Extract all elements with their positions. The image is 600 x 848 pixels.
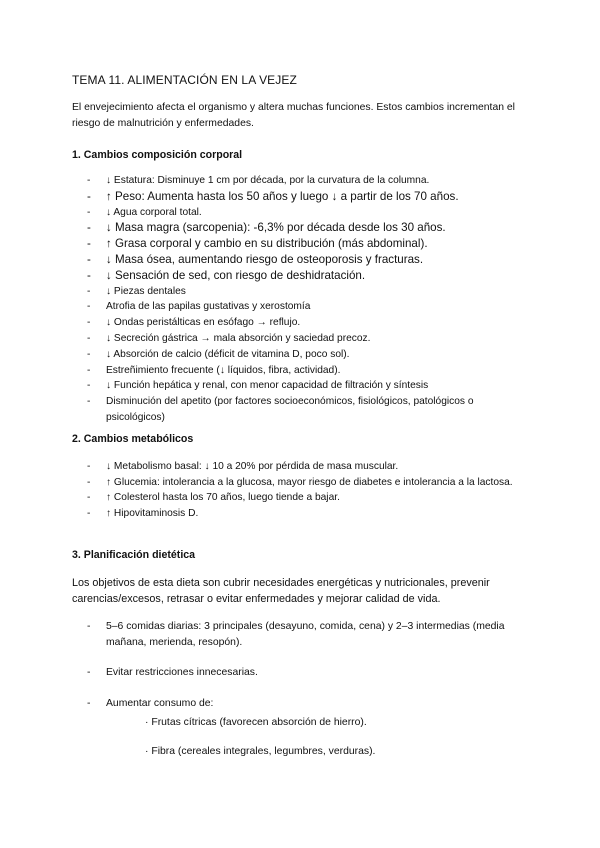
bullet-dash: -: [87, 348, 91, 360]
bullet-dash: -: [87, 380, 91, 392]
list-item: - ↓ Estatura: Disminuye 1 cm por década, por la curvatura de la columna.: [72, 173, 532, 189]
list-item: - Estreñimiento frecuente (↓ líquidos, fibra, actividad).: [72, 363, 532, 379]
list-item: - Aumentar consumo de:: [72, 696, 532, 712]
bullet-dash: -: [87, 461, 91, 472]
bullet-dash: -: [87, 492, 91, 504]
list-item: - ↓ Agua corporal total.: [72, 205, 532, 221]
bullet-dash: -: [87, 268, 91, 282]
list-item: - ↓ Ondas peristálticas en esófago → reflujo.: [72, 315, 532, 331]
document-title: TEMA 11. ALIMENTACIÓN EN LA VEJEZ: [72, 73, 297, 87]
section-1-heading-block: [72, 148, 532, 164]
bullet-dash: -: [87, 667, 91, 679]
bullet-dash: -: [87, 285, 91, 297]
sub-list-item: · Frutas cítricas (favorecen absorción de hierro).: [145, 717, 367, 728]
list-item: - ↑ Colesterol hasta los 70 años, luego tiende a bajar.: [72, 490, 532, 506]
section-2-heading-block: [72, 432, 532, 448]
list-item: - Disminución del apetito (por factores socioeconómicos, fisiológicos, patológicos o psicológicos): [87, 396, 474, 423]
list-item: - ↓ Secreción gástrica → mala absorción y saciedad precoz.: [72, 331, 532, 347]
list-item: - Evitar restricciones innecesarias.: [72, 665, 532, 681]
bullet-dash: -: [87, 364, 91, 376]
bullet-dash: -: [87, 508, 91, 520]
bullet-dash: -: [87, 396, 91, 408]
sub-list-item: · Fibra (cereales integrales, legumbres, verduras).: [145, 746, 376, 757]
bullet-dash: -: [87, 221, 91, 235]
intro-paragraph: El envejecimiento afecta el organismo y altera muchas funciones. Estos cambios incrementan el riesgo de malnutrición y enfermedades.: [72, 102, 515, 129]
bullet-dash: -: [87, 476, 91, 488]
document-title-block: [72, 71, 532, 89]
list-item: - ↓ Absorción de calcio (déficit de vitamina D, poco sol).: [72, 347, 532, 363]
list-item: - ↓ Masa magra (sarcopenia): -6,3% por década desde los 30 años.: [87, 221, 446, 235]
section-3-paragraph-block: [72, 575, 532, 607]
list-item: - ↓ Masa ósea, aumentando riesgo de osteoporosis y fracturas.: [87, 252, 424, 266]
bullet-dash: -: [87, 206, 91, 218]
bullet-dash: -: [87, 621, 91, 632]
bullet-dash: -: [87, 175, 91, 186]
list-item: - Atrofia de las papilas gustativas y xerostomía: [72, 299, 532, 315]
intro-block: [72, 100, 532, 131]
list-item: - 5–6 comidas diarias: 3 principales (desayuno, comida, cena) y 2–3 intermedias (media mañana, merienda, resopón).: [87, 621, 505, 648]
bullet-dash: -: [87, 317, 91, 329]
section-1-list: [72, 173, 532, 426]
section-3-list: [72, 619, 532, 727]
list-item: - ↓ Sensación de sed, con riesgo de deshidratación.: [87, 268, 366, 282]
bullet-dash: -: [87, 301, 91, 313]
list-item: - ↓ Metabolismo basal: ↓ 10 a 20% por pérdida de masa muscular.: [72, 459, 532, 475]
section-3-paragraph: Los objetivos de esta dieta son cubrir necesidades energéticas y nutricionales, prevenir carencias/excesos, retrasar o evitar enfermedades y mejorar calidad de vida.: [72, 577, 490, 606]
list-item: - ↑ Hipovitaminosis D.: [72, 506, 532, 522]
list-item: - ↑ Glucemia: intolerancia a la glucosa, mayor riesgo de diabetes e intolerancia a la lactosa.: [72, 475, 532, 491]
list-item: - ↑ Grasa corporal y cambio en su distribución (más abdominal).: [87, 237, 428, 251]
bullet-dash: -: [87, 698, 91, 710]
section-2-list: [72, 459, 532, 522]
list-item: - ↑ Peso: Aumenta hasta los 50 años y luego ↓ a partir de los 70 años.: [87, 189, 459, 203]
bullet-dash: -: [87, 189, 91, 203]
section-2-heading: 2. Cambios metabólicos: [72, 433, 194, 445]
section-3-heading: 3. Planificación dietética: [72, 549, 196, 561]
section-3-heading-block: [72, 548, 532, 564]
bullet-dash: -: [87, 332, 91, 344]
section-1-heading: 1. Cambios composición corporal: [72, 149, 243, 161]
bullet-dash: -: [87, 252, 91, 266]
list-item: - ↓ Función hepática y renal, con menor capacidad de filtración y síntesis: [72, 378, 532, 394]
list-item: - ↓ Piezas dentales: [72, 284, 532, 300]
bullet-dash: -: [87, 237, 91, 251]
